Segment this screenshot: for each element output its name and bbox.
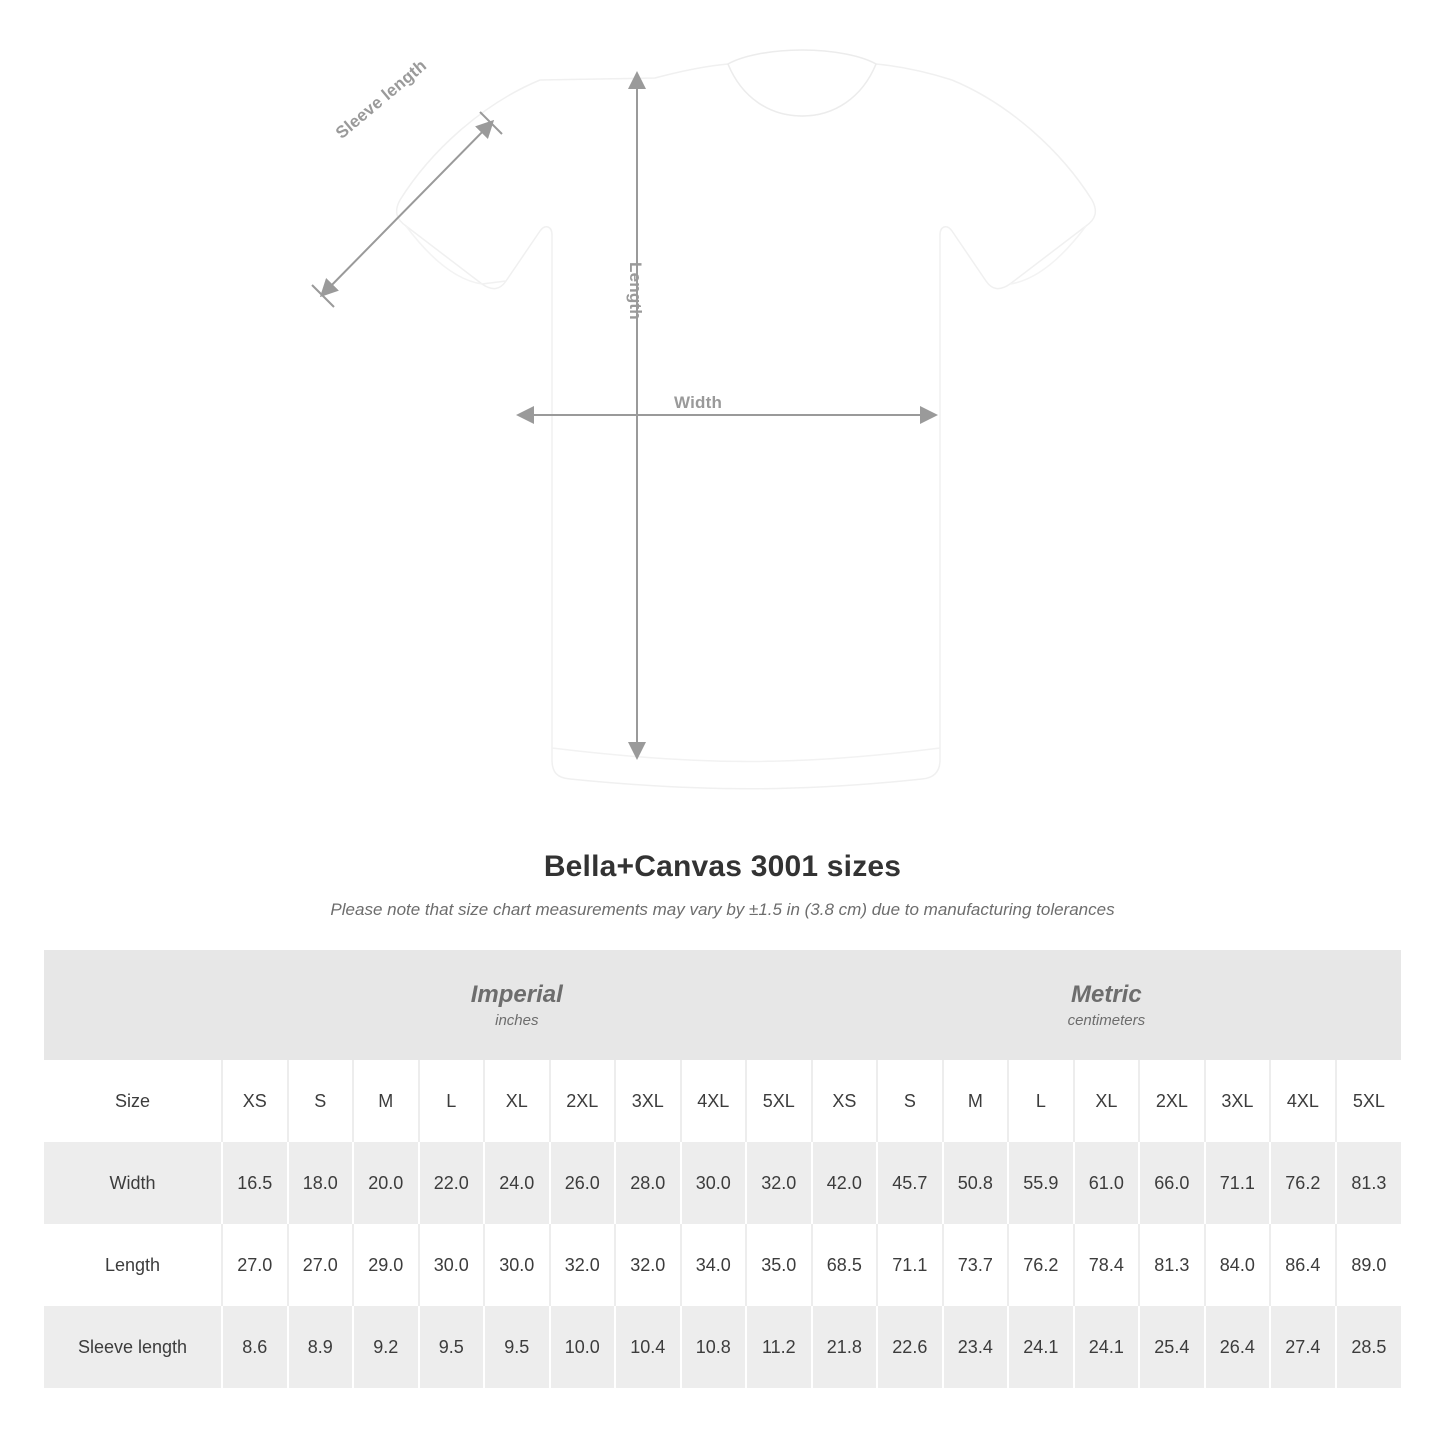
- cell-width-14: 66.0: [1139, 1142, 1205, 1224]
- col-header-8: 5XL: [746, 1060, 812, 1142]
- cell-length-6: 32.0: [615, 1224, 681, 1306]
- cell-width-10: 45.7: [877, 1142, 943, 1224]
- col-header-1: S: [288, 1060, 354, 1142]
- col-header-10: S: [877, 1060, 943, 1142]
- cell-sleeve-3: 9.5: [419, 1306, 485, 1388]
- unit-name-imperial: Imperial: [470, 980, 563, 1008]
- col-header-9: XS: [812, 1060, 878, 1142]
- cell-length-17: 89.0: [1336, 1224, 1402, 1306]
- size-header-row: [44, 1060, 1401, 1142]
- cell-width-0: 16.5: [222, 1142, 288, 1224]
- col-header-6: 3XL: [615, 1060, 681, 1142]
- unit-header-imperial: [222, 950, 812, 1060]
- row-label-length: Length: [44, 1224, 222, 1306]
- tshirt-shape: [397, 50, 1096, 789]
- unit-header-spacer: [44, 950, 222, 1060]
- cell-sleeve-14: 25.4: [1139, 1306, 1205, 1388]
- cell-sleeve-9: 21.8: [812, 1306, 878, 1388]
- cell-width-7: 30.0: [681, 1142, 747, 1224]
- col-header-14: 2XL: [1139, 1060, 1205, 1142]
- cell-length-8: 35.0: [746, 1224, 812, 1306]
- cell-sleeve-13: 24.1: [1074, 1306, 1140, 1388]
- cell-width-15: 71.1: [1205, 1142, 1271, 1224]
- unit-sub-imperial: inches: [495, 1012, 539, 1030]
- tolerance-note: Please note that size chart measurements may vary by ±1.5 in (3.8 cm) due to manufacturing tolerances: [330, 900, 1115, 919]
- cell-sleeve-8: 11.2: [746, 1306, 812, 1388]
- cell-width-12: 55.9: [1008, 1142, 1074, 1224]
- cell-length-0: 27.0: [222, 1224, 288, 1306]
- cell-sleeve-15: 26.4: [1205, 1306, 1271, 1388]
- cell-length-15: 84.0: [1205, 1224, 1271, 1306]
- cell-length-7: 34.0: [681, 1224, 747, 1306]
- col-header-5: 2XL: [550, 1060, 616, 1142]
- cell-sleeve-16: 27.4: [1270, 1306, 1336, 1388]
- cell-width-3: 22.0: [419, 1142, 485, 1224]
- cell-width-4: 24.0: [484, 1142, 550, 1224]
- size-table: [44, 950, 1401, 1388]
- title-block: [0, 850, 1445, 920]
- cell-width-8: 32.0: [746, 1142, 812, 1224]
- col-header-0: XS: [222, 1060, 288, 1142]
- cell-length-3: 30.0: [419, 1224, 485, 1306]
- row-label-sleeve-length: Sleeve length: [44, 1306, 222, 1388]
- cell-sleeve-1: 8.9: [288, 1306, 354, 1388]
- cell-width-6: 28.0: [615, 1142, 681, 1224]
- cell-sleeve-0: 8.6: [222, 1306, 288, 1388]
- col-header-4: XL: [484, 1060, 550, 1142]
- cell-length-10: 71.1: [877, 1224, 943, 1306]
- table-row: [44, 1142, 1401, 1224]
- cell-length-11: 73.7: [943, 1224, 1009, 1306]
- width-label: Width: [674, 393, 723, 412]
- cell-length-14: 81.3: [1139, 1224, 1205, 1306]
- table-row: [44, 1224, 1401, 1306]
- col-header-3: L: [419, 1060, 485, 1142]
- length-label: Length: [626, 262, 645, 320]
- cell-length-16: 86.4: [1270, 1224, 1336, 1306]
- cell-width-5: 26.0: [550, 1142, 616, 1224]
- cell-sleeve-12: 24.1: [1008, 1306, 1074, 1388]
- cell-length-9: 68.5: [812, 1224, 878, 1306]
- cell-length-12: 76.2: [1008, 1224, 1074, 1306]
- cell-sleeve-7: 10.8: [681, 1306, 747, 1388]
- cell-width-2: 20.0: [353, 1142, 419, 1224]
- col-header-2: M: [353, 1060, 419, 1142]
- unit-name-metric: Metric: [1071, 980, 1142, 1008]
- cell-sleeve-5: 10.0: [550, 1306, 616, 1388]
- cell-length-1: 27.0: [288, 1224, 354, 1306]
- cell-width-16: 76.2: [1270, 1142, 1336, 1224]
- cell-sleeve-2: 9.2: [353, 1306, 419, 1388]
- col-header-12: L: [1008, 1060, 1074, 1142]
- cell-sleeve-6: 10.4: [615, 1306, 681, 1388]
- cell-width-17: 81.3: [1336, 1142, 1402, 1224]
- cell-length-4: 30.0: [484, 1224, 550, 1306]
- unit-sub-metric: centimeters: [1067, 1012, 1146, 1030]
- sleeve-length-label: Sleeve length: [332, 55, 431, 143]
- cell-width-9: 42.0: [812, 1142, 878, 1224]
- col-header-17: 5XL: [1336, 1060, 1402, 1142]
- page-title: Bella+Canvas 3001 sizes: [543, 850, 902, 883]
- row-label-width: Width: [44, 1142, 222, 1224]
- col-header-11: M: [943, 1060, 1009, 1142]
- cell-width-13: 61.0: [1074, 1142, 1140, 1224]
- cell-sleeve-11: 23.4: [943, 1306, 1009, 1388]
- size-table-wrap: [44, 950, 1401, 1388]
- cell-sleeve-4: 9.5: [484, 1306, 550, 1388]
- row-header-size: Size: [44, 1060, 222, 1142]
- cell-sleeve-17: 28.5: [1336, 1306, 1402, 1388]
- col-header-7: 4XL: [681, 1060, 747, 1142]
- table-row: [44, 1306, 1401, 1388]
- cell-width-11: 50.8: [943, 1142, 1009, 1224]
- col-header-16: 4XL: [1270, 1060, 1336, 1142]
- cell-sleeve-10: 22.6: [877, 1306, 943, 1388]
- unit-header-row: [44, 950, 1401, 1060]
- cell-length-13: 78.4: [1074, 1224, 1140, 1306]
- cell-width-1: 18.0: [288, 1142, 354, 1224]
- col-header-13: XL: [1074, 1060, 1140, 1142]
- col-header-15: 3XL: [1205, 1060, 1271, 1142]
- cell-length-5: 32.0: [550, 1224, 616, 1306]
- cell-length-2: 29.0: [353, 1224, 419, 1306]
- unit-header-metric: [812, 950, 1402, 1060]
